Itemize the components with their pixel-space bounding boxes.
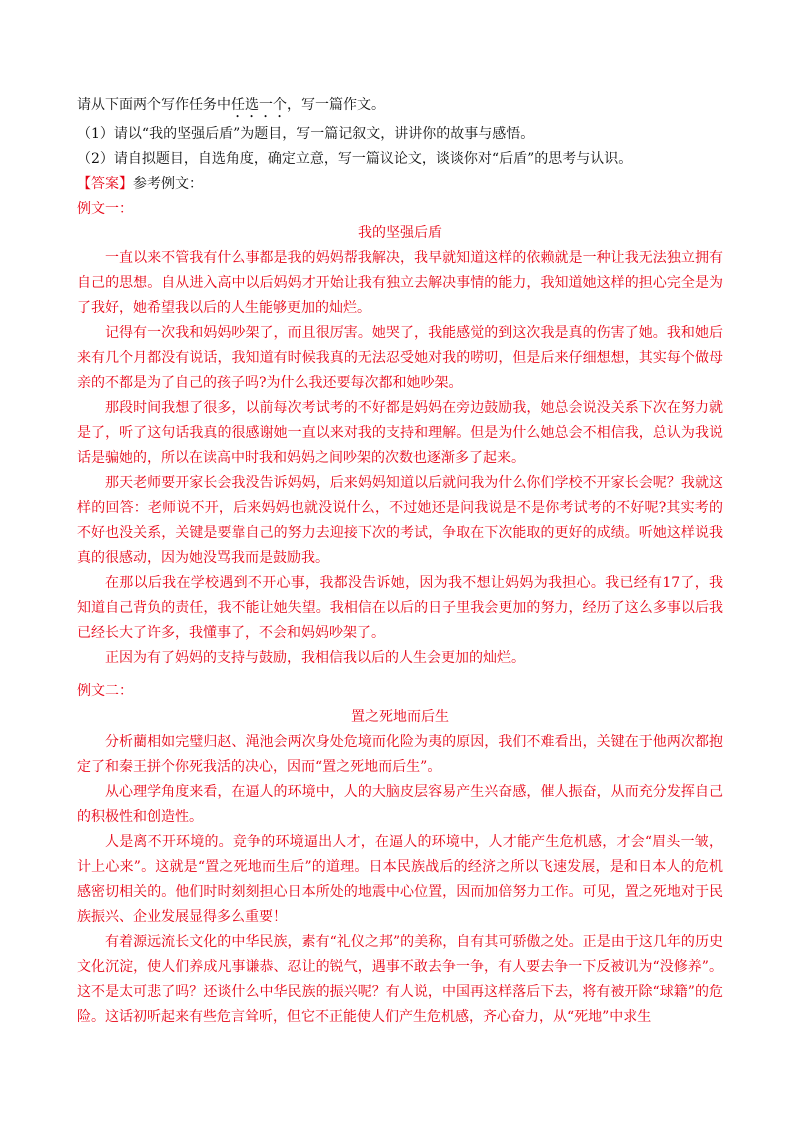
sample2-essay xyxy=(77,705,723,1030)
sample2-label: 例文二： xyxy=(77,683,133,699)
sample1-essay xyxy=(77,221,723,671)
sample2-paragraph: 从心理学角度来看，在逼人的环境中，人的大脑皮层容易产生兴奋感，催人振奋，从而充分发挥自己的积极性和创造性。 xyxy=(77,784,723,825)
answer-heading xyxy=(77,174,203,194)
prompt-intro xyxy=(77,95,385,121)
sample1-title: 我的坚强后盾 xyxy=(358,225,442,241)
sample1-paragraph: 记得有一次我和妈妈吵架了，而且很厉害。她哭了，我能感觉的到这次我是真的伤害了她。我和她后来有几个月都没有说话，我知道有时候我真的无法忍受她对我的唠叨，但是后来仔细想想，其实每个做母亲的不都是为了自己的孩子吗?为什么我还要每次都和她吵架。 xyxy=(77,325,723,391)
answer-tag: 【答案】 xyxy=(77,176,133,192)
task-2: （2）请自拟题目，自选角度，确定立意，写一篇议论文，谈谈你对“后盾”的思考与认识。 xyxy=(77,151,633,167)
sample2-paragraph: 分析藺相如完璧归赵、渑池会两次身处危境而化险为夷的原因，我们不难看出，关键在于他两次都抱定了和秦王拼个你死我活的决心，因而“置之死地而后生”。 xyxy=(77,734,723,775)
prompt-emphasis: 任选一个 xyxy=(231,97,287,113)
sample1-paragraph: 正因为有了妈妈的支持与鼓励，我相信我以后的人生会更加的灿烂。 xyxy=(105,650,525,666)
sample1-paragraph: 那段时间我想了很多，以前每次考试考的不好都是妈妈在旁边鼓励我，她总会说没关系下次在努力就是了，听了这句话我真的很感谢她一直以来对我的支持和理解。但是为什么她总会不相信我，总认为我说话是骗她的，所以在读高中时我和妈妈之间吵架的次数也逐渐多了起来。 xyxy=(77,400,723,466)
sample2-paragraph: 人是离不开环境的。竞争的环境逼出人才，在逼人的环境中，人才能产生危机感，才会“眉头一皱，计上心来”。这就是“置之死地而生后”的道理。日本民族战后的经济之所以飞速发展，是和日本人的危机感密切相关的。他们时时刻刻担心日本所处的地震中心位置，因而加倍努力工作。可见，置之死地对于民族振兴、企业发展显得多么重要！ xyxy=(77,834,723,925)
prompt-intro-end: ，写一篇作文。 xyxy=(287,97,385,113)
sample2-title: 置之死地而后生 xyxy=(351,709,449,725)
sample1-paragraph: 一直以来不管我有什么事都是我的妈妈帮我解决，我早就知道这样的依赖就是一种让我无法独立拥有自己的思想。自从进入高中以后妈妈才开始让我有独立去解决事情的能力，我知道她这样的担心完全是为了我好，她希望我以后的人生能够更加的灿烂。 xyxy=(77,250,723,316)
sample1-paragraph: 在那以后我在学校遇到不开心事，我都没告诉她，因为我不想让妈妈为我担心。我已经有17了，我知道自己背负的责任，我不能让她失望。我相信在以后的日子里我会更加的努力，经历了这么多事以后我已经长大了许多，我懂事了，不会和妈妈吵架了。 xyxy=(77,575,723,641)
sample2-paragraph: 有着源远流长文化的中华民族，素有“礼仪之邦”的美称，自有其可骄傲之处。正是由于这几年的历史文化沉淀，使人们养成凡事谦恭、忍让的锐气，遇事不敢去争一争，有人要去争一下反被讥为“没修养”。这不是太可悲了吗？还谈什么中华民族的振兴呢？有人说，中国再这样落后下去，将有被开除“球籍”的危险。这话初听起来有些危言耸听，但它不正能使人们产生危机感，齐心奋力，从“死地”中求生 xyxy=(77,934,723,1025)
sample1-label: 例文一： xyxy=(77,201,133,217)
sample1-paragraph: 那天老师要开家长会我没告诉妈妈，后来妈妈知道以后就问我为什么你们学校不开家长会呢？我就这样的回答：老师说不开，后来妈妈也就没说什么，不过她还是问我说是不是你考试考的不好呢?其实考的不好也没关系，关键是要靠自己的努力去迎接下次的考试，争取在下次能取的更好的成绩。听她这样说我真的很感动，因为她没骂我而是鼓励我。 xyxy=(77,475,723,566)
task-1: （1）请以“我的坚强后盾”为题目，写一篇记叙文，讲讲你的故事与感悟。 xyxy=(77,126,535,142)
prompt-intro-text: 请从下面两个写作任务中 xyxy=(77,97,231,113)
answer-label: 参考例文： xyxy=(133,176,203,192)
